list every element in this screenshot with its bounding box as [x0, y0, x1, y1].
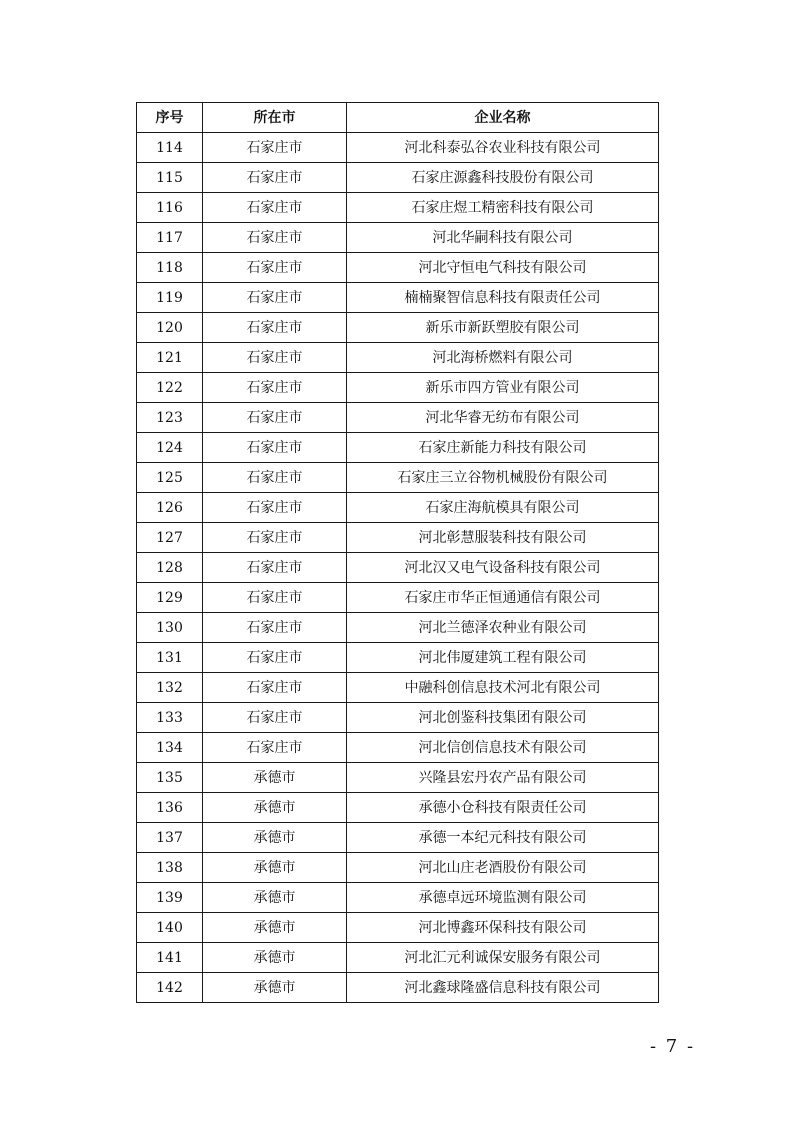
cell-company-name: 河北科泰弘谷农业科技有限公司 [347, 133, 659, 163]
cell-company-name: 承德卓远环境监测有限公司 [347, 883, 659, 913]
table-row [137, 553, 659, 583]
cell-serial-number: 136 [137, 793, 203, 823]
header-city: 所在市 [203, 103, 347, 133]
table-row [137, 943, 659, 973]
cell-company-name: 河北创鉴科技集团有限公司 [347, 703, 659, 733]
cell-company-name: 楠楠聚智信息科技有限责任公司 [347, 283, 659, 313]
cell-city: 石家庄市 [203, 163, 347, 193]
cell-company-name: 河北兰德泽农种业有限公司 [347, 613, 659, 643]
cell-city: 石家庄市 [203, 403, 347, 433]
cell-city: 承德市 [203, 883, 347, 913]
cell-company-name: 中融科创信息技术河北有限公司 [347, 673, 659, 703]
cell-serial-number: 114 [137, 133, 203, 163]
table-row [137, 763, 659, 793]
cell-company-name: 河北鑫球隆盛信息科技有限公司 [347, 973, 659, 1003]
cell-city: 承德市 [203, 943, 347, 973]
table-row [137, 583, 659, 613]
cell-serial-number: 129 [137, 583, 203, 613]
cell-serial-number: 120 [137, 313, 203, 343]
cell-city: 承德市 [203, 973, 347, 1003]
table-row [137, 883, 659, 913]
table-row [137, 853, 659, 883]
table-row [137, 523, 659, 553]
cell-company-name: 河北守恒电气科技有限公司 [347, 253, 659, 283]
table-row [137, 613, 659, 643]
cell-city: 石家庄市 [203, 373, 347, 403]
table-row [137, 373, 659, 403]
table-row [137, 823, 659, 853]
cell-company-name: 承德一本纪元科技有限公司 [347, 823, 659, 853]
cell-company-name: 石家庄三立谷物机械股份有限公司 [347, 463, 659, 493]
cell-company-name: 新乐市新跃塑胶有限公司 [347, 313, 659, 343]
cell-city: 石家庄市 [203, 313, 347, 343]
cell-company-name: 石家庄海航模具有限公司 [347, 493, 659, 523]
cell-company-name: 石家庄煜工精密科技有限公司 [347, 193, 659, 223]
cell-company-name: 承德小仓科技有限责任公司 [347, 793, 659, 823]
cell-company-name: 河北信创信息技术有限公司 [347, 733, 659, 763]
cell-serial-number: 119 [137, 283, 203, 313]
table-row [137, 733, 659, 763]
cell-company-name: 河北博鑫环保科技有限公司 [347, 913, 659, 943]
table-row [137, 283, 659, 313]
cell-company-name: 石家庄源鑫科技股份有限公司 [347, 163, 659, 193]
cell-serial-number: 131 [137, 643, 203, 673]
cell-city: 石家庄市 [203, 523, 347, 553]
cell-serial-number: 135 [137, 763, 203, 793]
cell-company-name: 石家庄新能力科技有限公司 [347, 433, 659, 463]
cell-city: 石家庄市 [203, 193, 347, 223]
cell-company-name: 河北华嗣科技有限公司 [347, 223, 659, 253]
cell-serial-number: 130 [137, 613, 203, 643]
cell-serial-number: 140 [137, 913, 203, 943]
cell-serial-number: 128 [137, 553, 203, 583]
table-row [137, 463, 659, 493]
cell-city: 石家庄市 [203, 553, 347, 583]
table-row [137, 913, 659, 943]
cell-serial-number: 122 [137, 373, 203, 403]
cell-serial-number: 116 [137, 193, 203, 223]
cell-company-name: 石家庄市华正恒通通信有限公司 [347, 583, 659, 613]
cell-serial-number: 123 [137, 403, 203, 433]
cell-city: 石家庄市 [203, 673, 347, 703]
company-table [136, 102, 659, 1003]
cell-company-name: 河北彰慧服装科技有限公司 [347, 523, 659, 553]
cell-company-name: 河北汇元利诚保安服务有限公司 [347, 943, 659, 973]
page-number: - 7 - [650, 1036, 696, 1057]
header-serial-number: 序号 [137, 103, 203, 133]
table-body [137, 133, 659, 1003]
cell-serial-number: 137 [137, 823, 203, 853]
cell-city: 承德市 [203, 823, 347, 853]
cell-company-name: 河北海桥燃料有限公司 [347, 343, 659, 373]
table-row [137, 673, 659, 703]
cell-city: 承德市 [203, 763, 347, 793]
cell-company-name: 兴隆县宏丹农产品有限公司 [347, 763, 659, 793]
cell-serial-number: 121 [137, 343, 203, 373]
cell-city: 石家庄市 [203, 613, 347, 643]
table-row [137, 433, 659, 463]
cell-serial-number: 124 [137, 433, 203, 463]
table-row [137, 643, 659, 673]
cell-city: 石家庄市 [203, 223, 347, 253]
cell-city: 石家庄市 [203, 253, 347, 283]
cell-serial-number: 138 [137, 853, 203, 883]
cell-serial-number: 133 [137, 703, 203, 733]
table-row [137, 343, 659, 373]
cell-serial-number: 142 [137, 973, 203, 1003]
cell-company-name: 新乐市四方管业有限公司 [347, 373, 659, 403]
table-row [137, 973, 659, 1003]
cell-company-name: 河北华睿无纺布有限公司 [347, 403, 659, 433]
table-row [137, 403, 659, 433]
cell-city: 石家庄市 [203, 343, 347, 373]
cell-city: 石家庄市 [203, 733, 347, 763]
cell-city: 石家庄市 [203, 433, 347, 463]
table-row [137, 793, 659, 823]
cell-city: 承德市 [203, 913, 347, 943]
cell-city: 石家庄市 [203, 463, 347, 493]
cell-city: 石家庄市 [203, 133, 347, 163]
cell-city: 石家庄市 [203, 643, 347, 673]
table-row [137, 163, 659, 193]
header-company-name: 企业名称 [347, 103, 659, 133]
cell-company-name: 河北伟厦建筑工程有限公司 [347, 643, 659, 673]
table-row [137, 253, 659, 283]
cell-serial-number: 125 [137, 463, 203, 493]
cell-serial-number: 115 [137, 163, 203, 193]
cell-serial-number: 117 [137, 223, 203, 253]
cell-serial-number: 127 [137, 523, 203, 553]
cell-city: 承德市 [203, 793, 347, 823]
cell-serial-number: 141 [137, 943, 203, 973]
table-row [137, 313, 659, 343]
cell-city: 石家庄市 [203, 283, 347, 313]
cell-serial-number: 126 [137, 493, 203, 523]
table-header-row [137, 103, 659, 133]
cell-city: 石家庄市 [203, 493, 347, 523]
cell-company-name: 河北山庄老酒股份有限公司 [347, 853, 659, 883]
table-row [137, 703, 659, 733]
table-row [137, 493, 659, 523]
cell-company-name: 河北汉又电气设备科技有限公司 [347, 553, 659, 583]
cell-serial-number: 118 [137, 253, 203, 283]
cell-serial-number: 132 [137, 673, 203, 703]
cell-city: 石家庄市 [203, 703, 347, 733]
table-row [137, 223, 659, 253]
cell-serial-number: 139 [137, 883, 203, 913]
table-row [137, 193, 659, 223]
table-row [137, 133, 659, 163]
cell-city: 石家庄市 [203, 583, 347, 613]
cell-city: 承德市 [203, 853, 347, 883]
cell-serial-number: 134 [137, 733, 203, 763]
